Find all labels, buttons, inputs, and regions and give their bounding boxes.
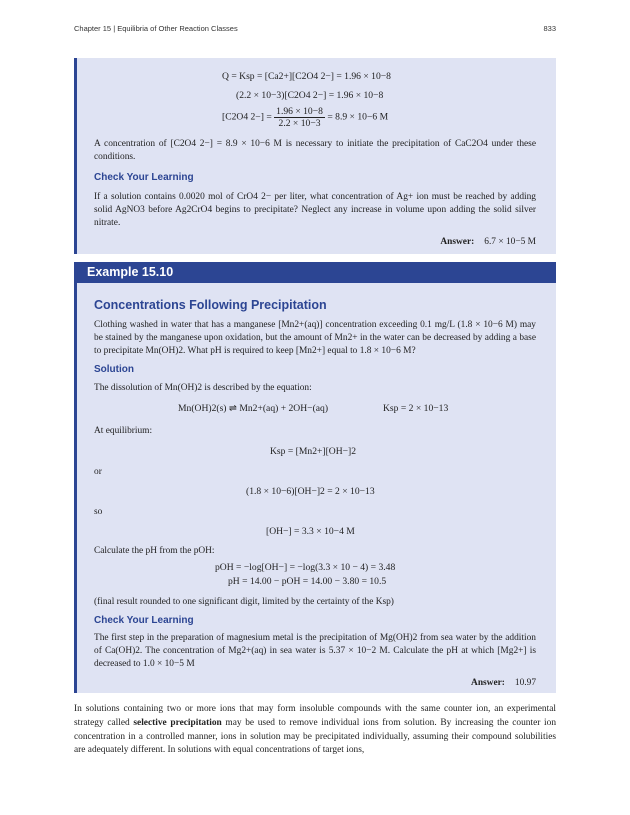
example-title: Concentrations Following Precipitation	[94, 298, 327, 312]
fraction-denominator: 2.2 × 10−3	[278, 118, 321, 129]
equation-q: Q = Ksp = [Ca2+][C2O4 2−] = 1.96 × 10−8	[222, 71, 391, 82]
solution-step-3: or	[94, 467, 102, 477]
solution-step-2: At equilibrium:	[94, 426, 153, 436]
chapter-header: Chapter 15 | Equilibria of Other Reaction Classes	[74, 24, 238, 33]
answer-value: 6.7 × 10−5 M	[484, 237, 536, 247]
equation-solve-right: = 8.9 × 10−6 M	[327, 111, 389, 123]
answer-label: Answer:	[440, 237, 475, 247]
ksp-value: Ksp = 2 × 10−13	[383, 403, 449, 414]
check-your-learning-text-2: The first step in the preparation of magnesium metal is the precipitation of Mg(OH)2 from sea water by the addition of Ca(OH)2. The concentration of Mg2+(aq) in sea water is 5.37 × 10−2 M. Calculate the pH at which [Mg2+] is decreased to 1.0 × 10−5 M	[94, 633, 536, 670]
hydroxide-concentration: [OH−] = 3.3 × 10−4 M	[266, 526, 355, 537]
example-intro: Clothing washed in water that has a manganese [Mn2+(aq)] concentration exceeding 0.1 mg/L (1.8 × 10−6 M) may be stained by the manganese upon oxidation, but the amount of Mn2+ in the water can be decreased by adding a base to precipitate Mn(OH)2. What pH is required to keep [Mn2+] equal to 1.8 × 10−6 M?	[94, 320, 536, 357]
solution-step-1: The dissolution of Mn(OH)2 is described by the equation:	[94, 383, 312, 393]
answer-label-2: Answer:	[471, 678, 505, 688]
equation-solve	[222, 106, 388, 129]
paragraph-text-end: may be used to remove individual ions from solution. By increasing the counter ion concentration in a controlled manner, ions in solution may be precipitated individually, assuming their compound solubilities are adequately different. In solutions with equal concentrations of target ions,	[74, 717, 557, 756]
equation-fraction	[274, 106, 325, 129]
paragraph-text-start: In solutions containing two or more ions that may form insoluble compounds with the same counter ion, an experimental strategy called	[74, 704, 556, 728]
substituted-equation: (1.8 × 10−6)[OH−]2 = 2 × 10−13	[246, 486, 375, 497]
term-selective-precipitation: selective precipitation	[133, 717, 222, 728]
solution-heading: Solution	[94, 364, 134, 375]
page-number: 833	[543, 24, 556, 33]
concentration-paragraph: A concentration of [C2O4 2−] = 8.9 × 10−6 M is necessary to initiate the precipitation of CaC2O4 under these conditions.	[94, 139, 536, 163]
dissolution-equation: Mn(OH)2(s) ⇌ Mn2+(aq) + 2OH−(aq)	[178, 403, 329, 414]
check-your-learning-heading: Check Your Learning	[94, 172, 194, 183]
equation-solve-left: [C2O4 2−] =	[222, 111, 272, 123]
ph-equation: pH = 14.00 − pOH = 14.00 − 3.80 = 10.5	[228, 576, 387, 587]
answer-2	[471, 678, 536, 688]
answer-value-2: 10.97	[514, 678, 536, 688]
equation-substitution: (2.2 × 10−3)[C2O4 2−] = 1.96 × 10−8	[236, 90, 384, 101]
poh-equation: pOH = −log[OH−] = −log(3.3 × 10 − 4) = 3.48	[215, 562, 396, 573]
ksp-expression: Ksp = [Mn2+][OH−]2	[270, 446, 357, 457]
solution-note: (final result rounded to one significant digit, limited by the certainty of the Ksp)	[94, 597, 394, 607]
check-your-learning-text: If a solution contains 0.0020 mol of CrO4 2− per liter, what concentration of Ag+ ion must be reached by adding solid AgNO3 before Ag2CrO4 begins to precipitate? Neglect any increase in volume upon adding the solid silver nitrate.	[94, 192, 536, 229]
selective-precipitation-paragraph	[74, 703, 556, 758]
solution-step-5: Calculate the pH from the pOH:	[94, 546, 215, 556]
fraction-numerator: 1.96 × 10−8	[276, 106, 323, 117]
solution-step-4: so	[94, 507, 103, 517]
example-title-bar: Example 15.10	[74, 262, 556, 283]
check-your-learning-heading-2: Check Your Learning	[94, 615, 194, 626]
answer	[440, 237, 536, 247]
